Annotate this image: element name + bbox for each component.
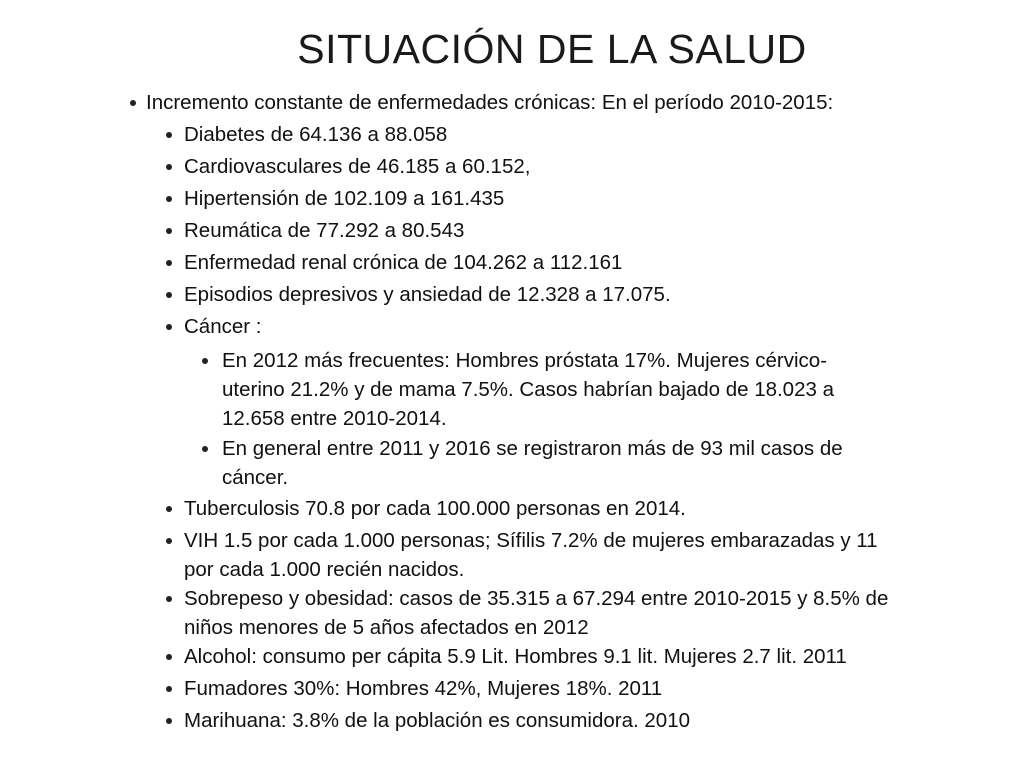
list-item-text: 12.658 entre 2010-2014.: [222, 407, 447, 430]
bullet-icon: [166, 596, 172, 602]
bullet-icon: [166, 196, 172, 202]
list-item-text: Cardiovasculares de 46.185 a 60.152,: [184, 155, 531, 178]
bullet-icon: [166, 686, 172, 692]
list-item-text: Reumática de 77.292 a 80.543: [184, 219, 465, 242]
list-item-text: niños menores de 5 años afectados en 2012: [184, 616, 589, 639]
list-item-text: Diabetes de 64.136 a 88.058: [184, 123, 448, 146]
list-item-text: Incremento constante de enfermedades crónicas: En el período 2010-2015:: [146, 91, 834, 114]
bullet-icon: [166, 228, 172, 234]
list-item-text: Enfermedad renal crónica de 104.262 a 112.161: [184, 251, 623, 274]
bullet-icon: [166, 260, 172, 266]
list-item-text: Cáncer :: [184, 315, 262, 338]
list-item-text: Marihuana: 3.8% de la población es consumidora. 2010: [184, 709, 690, 732]
list-item-text: cáncer.: [222, 466, 289, 489]
page-title: SITUACIÓN DE LA SALUD: [297, 26, 807, 72]
bullet-icon: [166, 538, 172, 544]
bullet-icon: [166, 164, 172, 170]
list-item-text: Fumadores 30%: Hombres 42%, Mujeres 18%. 2011: [184, 677, 663, 700]
bullet-icon: [166, 654, 172, 660]
list-item-text: En general entre 2011 y 2016 se registraron más de 93 mil casos de: [222, 437, 843, 460]
bullet-icon: [166, 324, 172, 330]
list-item-text: uterino 21.2% y de mama 7.5%. Casos habrían bajado de 18.023 a: [222, 378, 834, 401]
list-item-text: por cada 1.000 recién nacidos.: [184, 558, 465, 581]
list-item-text: Sobrepeso y obesidad: casos de 35.315 a 67.294 entre 2010-2015 y 8.5% de: [184, 587, 889, 610]
list-item-text: Alcohol: consumo per cápita 5.9 Lit. Hombres 9.1 lit. Mujeres 2.7 lit. 2011: [184, 645, 847, 668]
bullet-icon: [166, 506, 172, 512]
list-item-text: En 2012 más frecuentes: Hombres próstata 17%. Mujeres cérvico-: [222, 349, 828, 372]
bullet-icon: [202, 446, 208, 452]
list-item-text: Episodios depresivos y ansiedad de 12.328 a 17.075.: [184, 283, 671, 306]
list-item-text: Tuberculosis 70.8 por cada 100.000 personas en 2014.: [184, 497, 686, 520]
list-item-text: Hipertensión de 102.109 a 161.435: [184, 187, 505, 210]
bullet-icon: [202, 358, 208, 364]
list-item-text: VIH 1.5 por cada 1.000 personas; Sífilis 7.2% de mujeres embarazadas y 11: [184, 529, 878, 552]
bullet-icon: [166, 132, 172, 138]
bullet-icon: [166, 292, 172, 298]
bullet-icon: [130, 100, 136, 106]
bullet-icon: [166, 718, 172, 724]
